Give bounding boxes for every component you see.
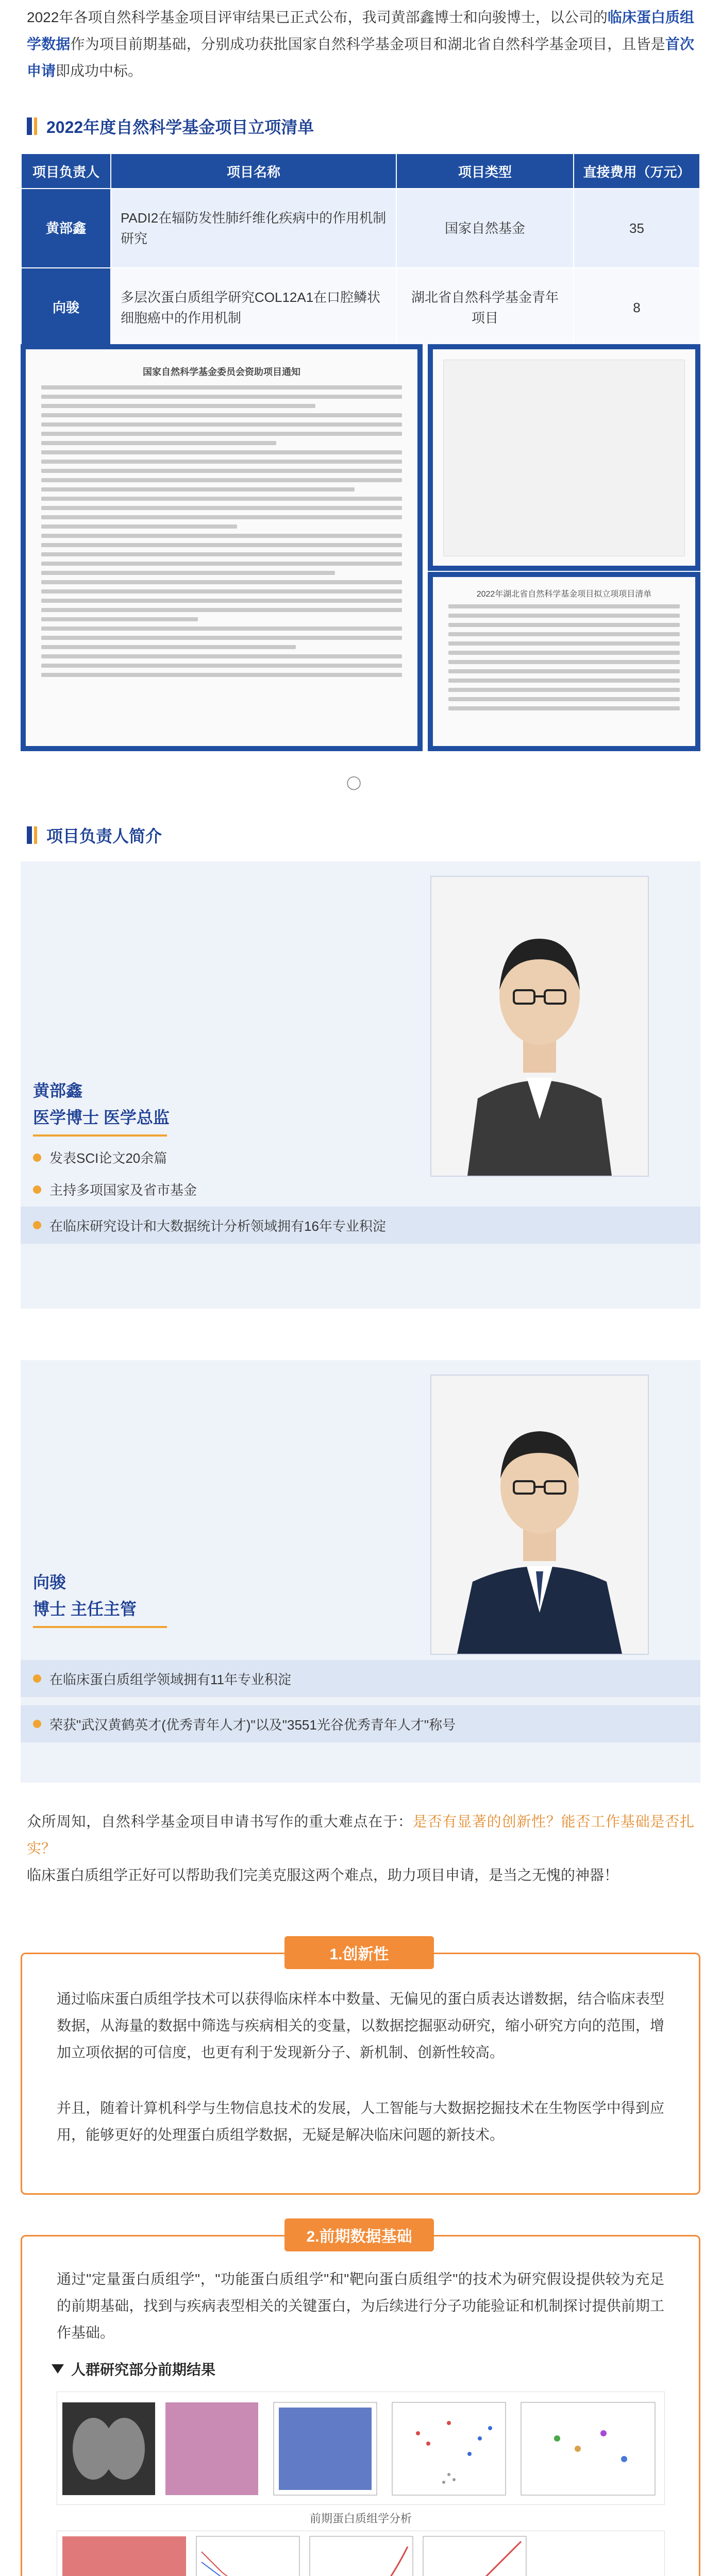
person-2-photo	[430, 1375, 649, 1655]
person-1-name: 黄部鑫	[33, 1081, 83, 1100]
table-cell-project: PADI2在辐防发性肺纤维化疾病中的作用机制研究	[111, 189, 396, 268]
section-bar-accent-icon	[34, 117, 37, 135]
scan-nsfc-notice	[21, 344, 423, 751]
question-text-1: 众所周知，自然科学基金项目申请书写作的重大难点在于：	[27, 1814, 413, 1829]
person-1-band-text: 在临床研究设计和大数据统计分析领域拥有16年专业积淀	[49, 1218, 386, 1234]
section-bar-icon	[27, 117, 32, 135]
table-header-row	[21, 154, 700, 189]
foundation-label: 2.前期数据基础	[284, 2218, 434, 2251]
innovation-p2: 并且，随着计算机科学与生物信息技术的发展，人工智能与大数据挖掘技术在生物医学中得到应用，能够更好的处理蛋白质组学数据，无疑是解决临床问题的新技术。	[57, 2100, 664, 2143]
table-cell-project: 多层次蛋白质组学研究COL12A1在口腔鳞状细胞癌中的作用机制	[111, 268, 396, 347]
table-header: 直接费用（万元）	[574, 154, 700, 189]
person-2-band-2-text: 荣获"武汉黄鹤英才(优秀青年人才)"以及"3551光谷优秀青年人才"称号	[49, 1717, 456, 1733]
table-cell-name: 向骏	[21, 268, 111, 347]
intro-highlight-2: 首次申请	[27, 36, 694, 79]
figure-proteomics-row-1	[57, 2392, 665, 2505]
person-1-bullet: 主持多项国家及省市基金	[33, 1180, 197, 1199]
triangle-icon	[52, 2364, 64, 2374]
person-1-portrait-icon	[431, 877, 648, 1176]
table-row	[21, 268, 700, 347]
figure-clinical-modeling	[57, 2531, 665, 2576]
intro-paragraph	[0, 4, 721, 84]
table-cell-fee: 35	[574, 189, 700, 268]
question-paragraph	[0, 1808, 721, 1889]
person-2-name: 向骏	[33, 1573, 66, 1591]
funding-table	[21, 153, 700, 348]
table-cell-type: 国家自然基金	[396, 189, 574, 268]
table-row	[21, 189, 700, 268]
intro-text-2: 作为项目前期基础，分别成功获批国家自然科学基金项目和湖北省自然科学基金项目，且皆是	[70, 36, 665, 52]
table-cell-type: 湖北省自然科学基金青年项目	[396, 268, 574, 347]
innovation-p1: 通过临床蛋白质组学技术可以获得临床样本中数量、无偏见的蛋白质表达谱数据，结合临床表型数据，从海量的数据中筛选与疾病相关的变量，以数据挖掘驱动研究，缩小研究方向的范围，增加立项依据的可信度，也更有利于发现新分子、新机制、创新性较高。	[57, 1991, 664, 2060]
bullet-dot-icon	[33, 1185, 41, 1194]
question-highlight: 是否有显著的创新性？能否工作基础是否扎实？	[27, 1814, 694, 1856]
people-section-title	[27, 823, 162, 847]
person-2-band-1-text: 在临床蛋白质组学领域拥有11年专业积淀	[49, 1671, 291, 1687]
scan-hubei-list	[428, 572, 700, 751]
bullet-dot-icon	[33, 1221, 41, 1229]
clinical-model-panels-icon	[57, 2531, 665, 2576]
intro-highlight-1: 临床蛋白质组学数据	[27, 9, 694, 52]
question-text-2: 临床蛋白质组学正好可以帮助我们完美克服这两个难点，助力项目申请，是当之无愧的神器！	[27, 1867, 619, 1883]
bullet-dot-icon	[33, 1720, 41, 1728]
intro-text-3: 即成功中标。	[56, 63, 143, 79]
funding-title-text: 2022年度自然科学基金项目立项清单	[46, 118, 314, 137]
proteomics-panels-icon	[57, 2392, 665, 2505]
bullet-dot-icon	[33, 1674, 41, 1683]
person-1-band	[21, 1207, 700, 1244]
person-1-photo	[430, 876, 649, 1177]
person-2-band-2	[21, 1705, 700, 1742]
person-2-portrait-icon	[431, 1376, 648, 1654]
section-bar-accent-icon	[34, 826, 37, 844]
bullet-dot-icon	[33, 1154, 41, 1162]
person-1-title: 医学博士 医学总监	[33, 1108, 170, 1127]
carousel-indicator-icon[interactable]: ◯	[346, 774, 362, 790]
foundation-subheading-1: 人群研究部分前期结果	[52, 2359, 215, 2379]
person-2-title: 博士 主任主管	[33, 1600, 137, 1618]
scan-left-title: 国家自然科学基金委员会资助项目通知	[143, 367, 300, 377]
table-header: 项目负责人	[21, 154, 111, 189]
scan-right-top-image	[443, 360, 685, 556]
table-header: 项目名称	[111, 154, 396, 189]
table-cell-name: 黄部鑫	[21, 189, 111, 268]
intro-text-1: 2022年各项自然科学基金项目评审结果已正式公布，我司黄部鑫博士和向骏博士，以公司的	[27, 9, 608, 25]
section-bar-icon	[27, 826, 32, 844]
person-1-divider	[33, 1134, 167, 1137]
innovation-label: 1.创新性	[284, 1936, 434, 1969]
funding-section-title	[27, 114, 314, 138]
foundation-p1: 通过"定量蛋白质组学"，"功能蛋白质组学"和"靶向蛋白质组学"的技术为研究假设提供较为充足的前期基础，找到与疾病表型相关的关键蛋白，为后续进行分子功能验证和机制探讨提供前期工作基础。	[57, 2271, 664, 2341]
table-header: 项目类型	[396, 154, 574, 189]
person-2-divider	[33, 1626, 167, 1628]
scan-right-top	[428, 344, 700, 571]
caption-1: 前期蛋白质组学分析	[309, 2512, 412, 2525]
person-2-band-1	[21, 1660, 700, 1697]
scan-right-title: 2022年湖北省自然科学基金项目拟立项项目清单	[476, 590, 652, 599]
people-title-text: 项目负责人简介	[46, 827, 162, 845]
person-1-bullet: 发表SCI论文20余篇	[33, 1148, 167, 1167]
table-cell-fee: 8	[574, 268, 700, 347]
